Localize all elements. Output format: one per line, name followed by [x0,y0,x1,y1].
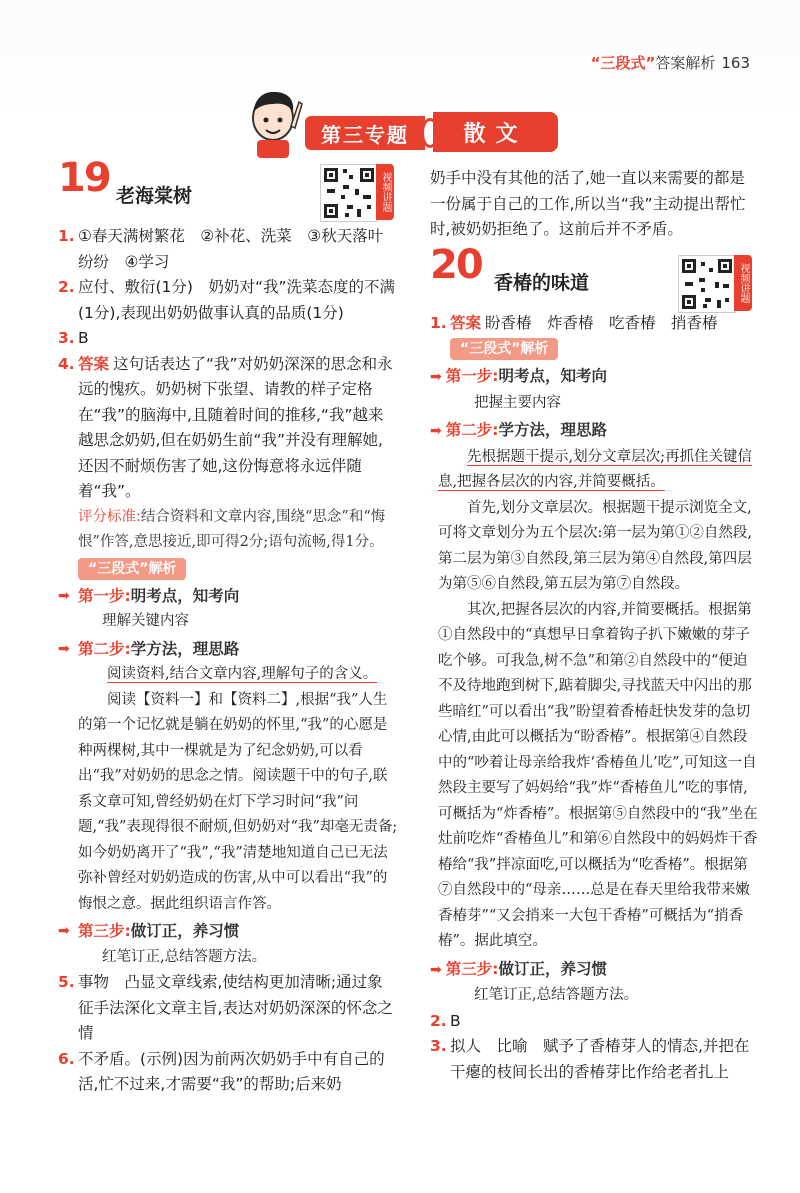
lesson-title: 香椿的味道 [494,271,590,294]
page-header [591,52,750,73]
answer-item-1: 1. ①春天满树繁花 ②补花、洗菜 ③秋天落叶纷纷 ④学习 [58,227,384,271]
lesson-number: 19 [58,155,110,201]
qr-code-icon[interactable] [678,255,736,313]
step-1: ➡ 第一步:明考点，知考向 [430,367,607,385]
step-2-analysis: 阅读【资料一】和【资料二】,根据“我”人生的第一个记忆就是躺在奶奶的怀里,“我”的心愿是种两棵树,其中一棵就是为了纪念奶奶,可以看出“我”对奶奶的思念之情。阅读题干中的句子,联系文章可知,曾经奶奶在灯下学习时问“我”问题,“我”表现得很不耐烦,但奶奶对“我”却毫无责备;如今奶奶离开了“我”,“我”清楚地知道自己已无法弥补曾经对奶奶造成的伤害,从中可以看出“我”的悔恨之意。据此组织语言作答。 [78,691,398,912]
answer-6-continued: 奶手中没有其他的活了,她一直以来需要的都是一份属于自己的工作,所以当“我”主动提出帮忙时,被奶奶拒绝了。这前后并不矛盾。 [430,169,746,238]
arrow-icon: ➡ [430,369,442,385]
scoring-note: 评分标准:结合资料和文章内容,围绕“思念”和“悔恨”作答,意思接近,即可得2分;语句流畅,得1分。 [78,508,386,550]
answer-item-2: 2. 应付、敷衍(1分) 奶奶对“我”洗菜态度的不满(1分),表现出奶奶做事认真的品质(1分) [58,278,396,322]
answer-item-5: 5. 事物 凸显文章线索,使结构更加清晰;通过象征手法深化文章主旨,表达对奶奶深深的怀念之情 [58,973,393,1042]
qr-code-icon[interactable] [320,164,378,222]
step-2: ➡ 第二步:学方法，理思路 [430,421,607,439]
arrow-icon: ➡ [58,587,70,604]
mascot-icon [243,82,303,160]
analysis-label: “三段式”解析 [78,558,186,580]
right-column [430,166,760,1085]
answer-item-2: 2. B [430,1011,461,1030]
answer-tag: 答案 [78,354,110,373]
lesson-number: 20 [430,241,482,288]
step-2-method: 先根据题干提示,划分文章层次;再抓住关键信息,把握各层次的内容,并简要概括。 [438,448,752,490]
answer-item-3: 3. 拟人 比喻 赋予了香椿芽人的情态,并把在干瘪的枝间长出的香椿芽比作给老者扎上 [430,1037,750,1081]
step-2: ➡ 第二步:学方法，理思路 [58,637,398,663]
page-number: 163 [721,54,750,72]
step-2-summary: 其次,把握各层次的内容,并简要概括。根据第①自然段中的“真想早日拿着钩子扒下嫩嫩的芽子吃个够。可我急,树不急”和第②自然段中的“便迫不及待地跑到树下,踮着脚尖,寻找蓝天中闪出的那些暗红”可以看出“我”盼望着香椿赶快发芽的急切心情,由此可以概括为“盼香椿”。根据第④自然段中的“吵着让母亲给我炸‘香椿鱼儿’吃”,可知这一自然段主要写了妈妈给“我”炸“香椿鱼儿”吃的事情,可概括为“炸香椿”。根据第⑤自然段中的“我”坐在灶前吃炸“香椿鱼儿”和第⑥自然段中的妈妈炸干香椿给“我”拌凉面吃,可以概括为“吃香椿”。根据第⑦自然段中的“母亲……总是在春天里给我带来嫩香椿芽”“又会捎来一大包干香椿”可概括为“捎香椿”。据此填空。 [438,601,758,949]
step-2-layers: 首先,划分文章层次。根据题干提示浏览全文,可将文章划分为五个层次:第一层为第①②自然段,第二层为第③自然段,第三层为第④自然段,第四层为第⑤⑥自然段,第五层为第⑦自然段。 [438,499,752,592]
video-tag[interactable]: 视频讲题 [734,255,752,311]
arrow-icon: ➡ [58,640,70,657]
analysis-label: “三段式”解析 [450,338,558,360]
answer-item-4: 4. 答案 这句话表达了“我”对奶奶深深的思念和永远的愧疚。奶奶树下张望、请教的样子定格在“我”的脑海中,且随着时间的推移,“我”越来越思念奶奶,但在奶奶生前“我”并没有理解她,还因不耐烦伤害了她,这份悔意将永远伴随着“我”。 [58,354,393,500]
banner-genre: 散文 [433,112,558,152]
answer-tag: 答案 [450,313,482,332]
step-3: ➡ 第三步:做订正，养习惯 [430,959,607,978]
video-tag[interactable]: 视频讲题 [376,164,394,220]
step-2-method: 阅读资料,结合文章内容,理解句子的含义。 [107,666,378,682]
arrow-icon: ➡ [430,961,442,978]
step-3-detail: 红笔订正,总结答题方法。 [102,948,267,965]
step-1-detail: 理解关键内容 [102,613,189,629]
answer-item-1: 1. 答案 盼香椿 炸香椿 吃香椿 捎香椿 [430,313,718,332]
arrow-icon: ➡ [430,423,442,439]
banner-topic: 第三专题 [305,116,425,150]
step-3-detail: 红笔订正,总结答题方法。 [474,987,639,1003]
lesson-19-heading [58,155,398,220]
answer-item-6: 6. 不矛盾。(示例)因为前两次奶奶手中有自己的活,忙不过来,才需要“我”的帮助;后来奶 [58,1049,385,1093]
step-3: ➡ 第三步:做订正，养习惯 [58,919,398,945]
header-prefix: “三段式” [590,54,656,72]
step-1: ➡ 第一步:明考点，知考向 [58,584,398,610]
answer-item-3: 3. B [58,329,89,347]
arrow-icon: ➡ [58,923,70,939]
step-1-detail: 把握主要内容 [474,394,561,411]
chapter-banner [265,112,560,154]
left-column [58,155,398,1098]
header-title: 答案解析 [655,54,716,72]
lesson-20-heading [430,241,760,307]
lesson-title: 老海棠树 [116,185,193,207]
